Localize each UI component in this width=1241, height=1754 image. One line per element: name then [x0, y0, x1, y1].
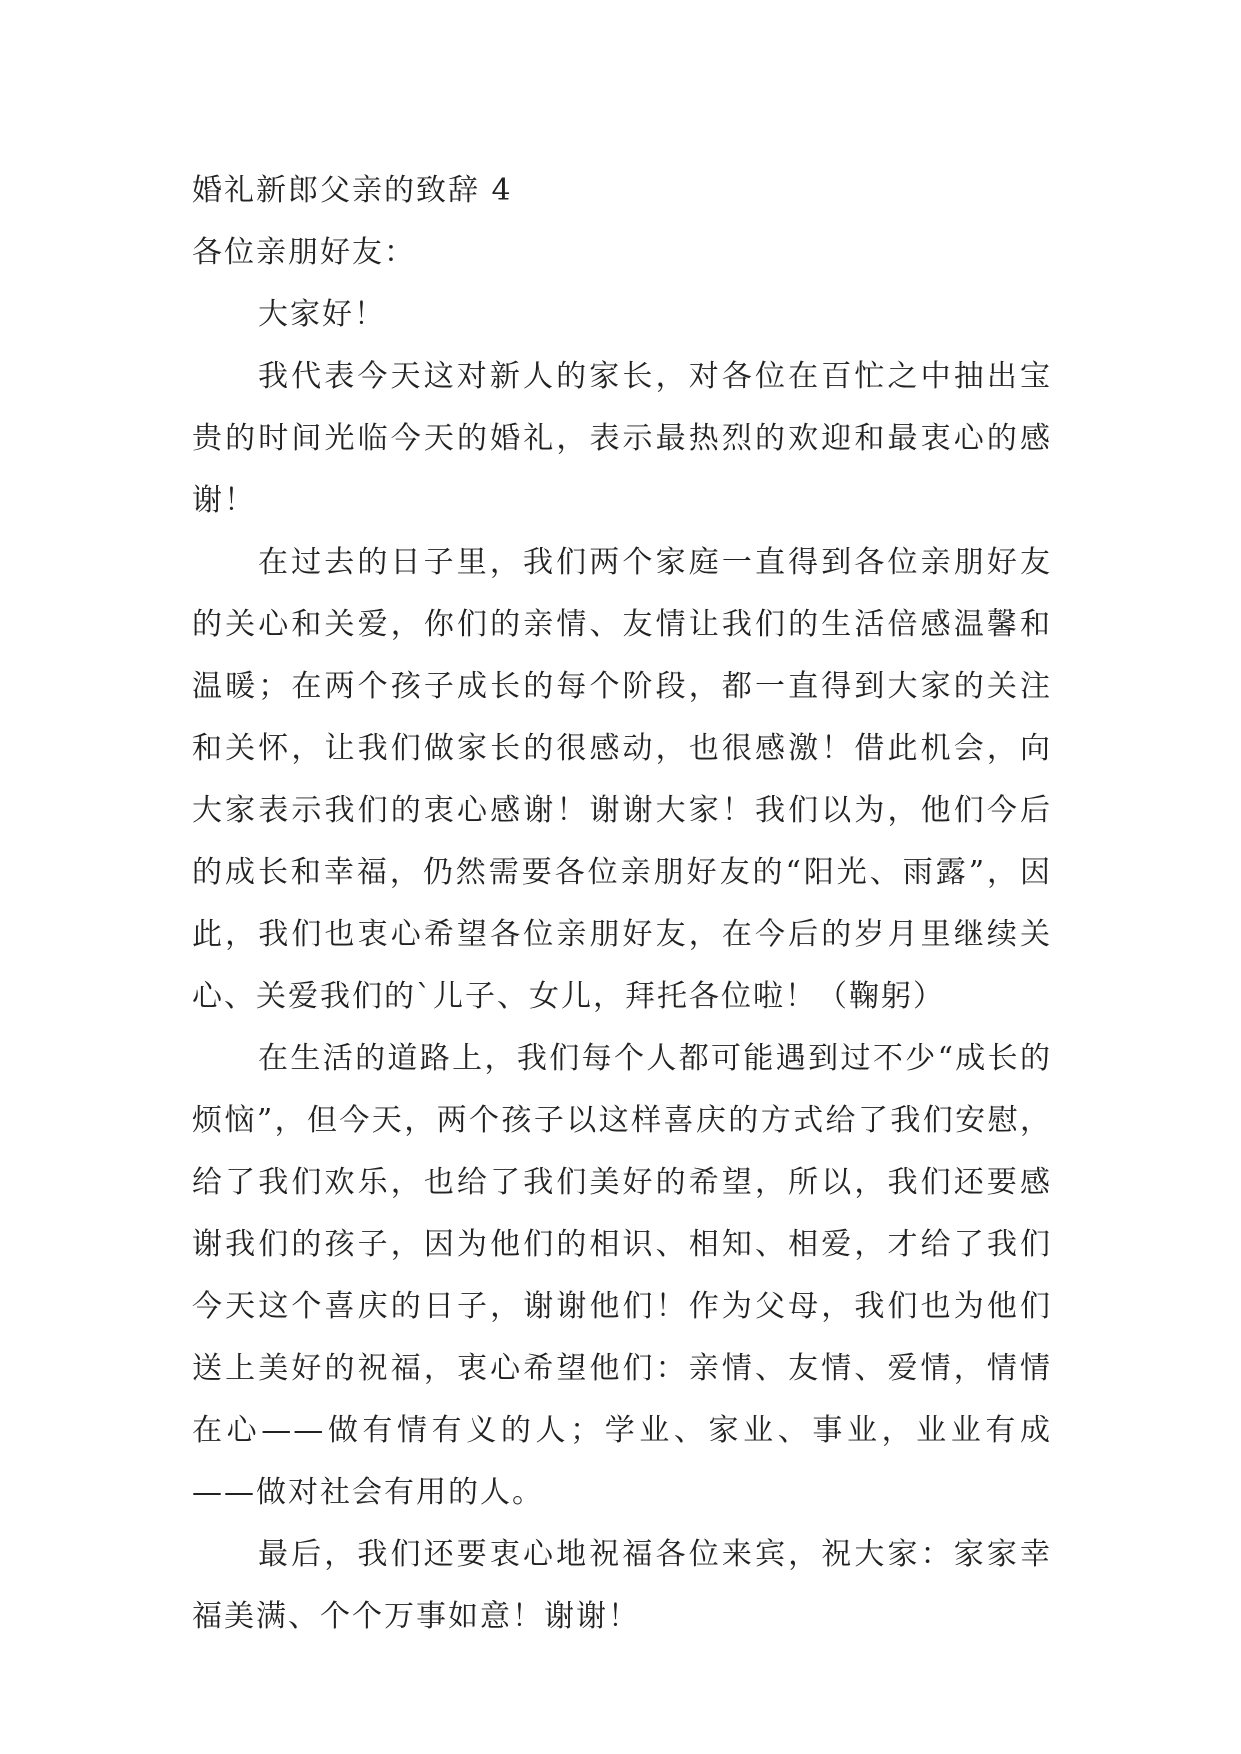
paragraph-thanks-children: 在生活的道路上，我们每个人都可能遇到过不少“成长的烦恼”，但今天，两个孩子以这样喜庆的方式给了我们安慰，给了我们欢乐，也给了我们美好的希望，所以，我们还要感谢我们的孩子，因为他们的相识、相知、相爱，才给了我们今天这个喜庆的日子，谢谢他们！作为父母，我们也为他们送上美好的祝福，衷心希望他们：亲情、友情、爱情，情情在心——做有情有义的人；学业、家业、事业，业业有成——做对社会有用的人。 — [192, 1041, 1052, 1510]
document-body — [192, 160, 1052, 1648]
document-title: 婚礼新郎父亲的致辞 4 — [192, 173, 513, 208]
paragraph-closing: 最后，我们还要衷心地祝福各位来宾，祝大家：家家幸福美满、个个万事如意！谢谢！ — [192, 1537, 1052, 1634]
paragraph-welcome: 我代表今天这对新人的家长，对各位在百忙之中抽出宝贵的时间光临今天的婚礼，表示最热烈的欢迎和最衷心的感谢！ — [192, 359, 1052, 518]
paragraph-thanks-friends: 在过去的日子里，我们两个家庭一直得到各位亲朋好友的关心和关爱，你们的亲情、友情让我们的生活倍感温馨和温暖；在两个孩子成长的每个阶段，都一直得到大家的关注和关怀，让我们做家长的很感动，也很感激！借此机会，向大家表示我们的衷心感谢！谢谢大家！我们以为，他们今后的成长和幸福，仍然需要各位亲朋好友的“阳光、雨露”，因此，我们也衷心希望各位亲朋好友，在今后的岁月里继续关心、关爱我们的`儿子、女儿，拜托各位啦！（鞠躬） — [192, 545, 1052, 1014]
salutation: 各位亲朋好友： — [192, 235, 416, 270]
paragraph-greeting: 大家好！ — [258, 297, 386, 332]
